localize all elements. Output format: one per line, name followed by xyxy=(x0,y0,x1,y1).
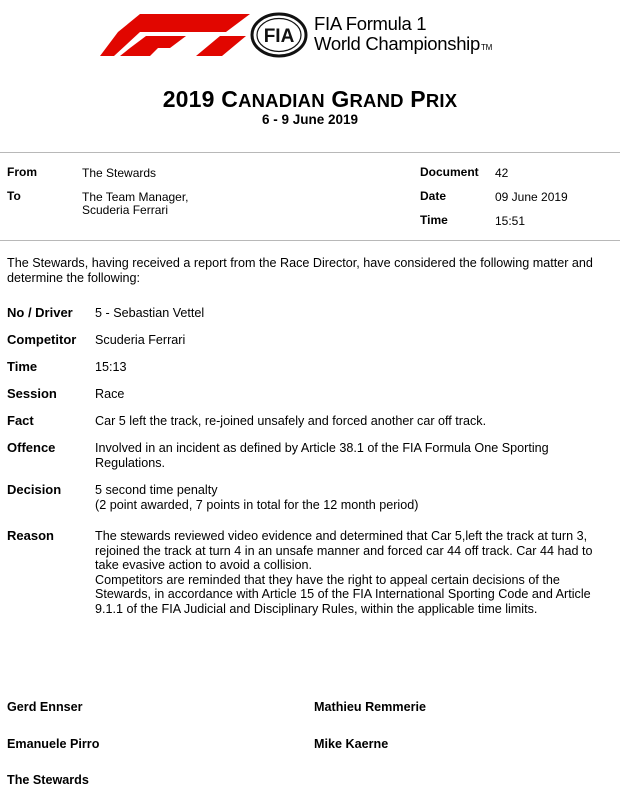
document-label: Document xyxy=(420,165,479,179)
trademark: TM xyxy=(480,43,492,52)
competitor-value: Scuderia Ferrari xyxy=(95,333,186,347)
steward-signature-1: Gerd Ennser xyxy=(7,700,83,714)
divider-top xyxy=(0,152,620,153)
stewards-footer: The Stewards xyxy=(7,773,89,787)
steward-signature-2: Mathieu Remmerie xyxy=(314,700,426,714)
to-value-line-2: Scuderia Ferrari xyxy=(82,203,169,217)
intro-paragraph: The Stewards, having received a report from the Race Director, have considered the following matter and determine the following: xyxy=(7,256,593,285)
time-value: 15:51 xyxy=(495,214,526,228)
reason-value xyxy=(95,529,610,616)
session-label: Session xyxy=(7,386,57,401)
event-dates: 6 - 9 June 2019 xyxy=(261,112,359,127)
document-header xyxy=(0,0,620,72)
decision-value xyxy=(95,483,610,512)
f1-logo xyxy=(100,14,250,56)
to-value-line-1: The Team Manager, xyxy=(82,190,189,204)
steward-signature-4: Mike Kaerne xyxy=(314,737,389,751)
competitor-label: Competitor xyxy=(7,332,77,347)
reason-paragraph-1: The stewards reviewed video evidence and determined that Car 5,left the track at turn 3, rejoined the track at turn 4 in an unsafe manner and forced car 44 off track. Car 44 had to take evasive action to avoid a collision. xyxy=(95,529,593,572)
championship-line-2: World ChampionshipTM xyxy=(314,33,492,54)
time-label: Time xyxy=(420,213,448,227)
svg-text:FIA: FIA xyxy=(263,26,295,47)
time-row-label: Time xyxy=(7,359,38,374)
decision-value-line-1: 5 second time penalty xyxy=(95,483,218,497)
fia-seal-icon xyxy=(250,12,308,58)
to-label: To xyxy=(7,189,21,203)
no-driver-value: 5 - Sebastian Vettel xyxy=(95,306,205,320)
championship-line-1: FIA Formula 1 xyxy=(314,13,427,34)
event-year: 2019 xyxy=(162,86,215,112)
divider-bottom xyxy=(0,240,620,241)
fact-label: Fact xyxy=(7,413,34,428)
reason-label: Reason xyxy=(7,528,54,543)
from-value: The Stewards xyxy=(82,166,157,180)
steward-signature-3: Emanuele Pirro xyxy=(7,737,100,751)
document-value: 42 xyxy=(495,166,509,180)
time-row-value: 15:13 xyxy=(95,360,127,374)
date-label: Date xyxy=(420,189,447,203)
championship-name xyxy=(314,14,492,58)
from-label: From xyxy=(7,165,37,179)
decision-value-line-2: (2 point awarded, 7 points in total for the 12 month period) xyxy=(95,497,419,512)
session-value: Race xyxy=(95,387,125,401)
reason-paragraph-2: Competitors are reminded that they have the right to appeal certain decisions of the Stewards, in accordance with Article 15 of the FIA International Sporting Code and Article 9.1.1 of the FIA Judicial and Disciplinary Rules, within the applicable time limits. xyxy=(95,572,591,616)
date-value: 09 June 2019 xyxy=(495,190,568,204)
fact-value: Car 5 left the track, re-joined unsafely and forced another car off track. xyxy=(95,414,487,428)
decision-label: Decision xyxy=(7,482,62,497)
offence-label: Offence xyxy=(7,440,56,455)
event-title: 2019 CANADIAN GRAND PRIX xyxy=(162,86,458,112)
no-driver-label: No / Driver xyxy=(7,305,73,320)
offence-value: Involved in an incident as defined by Article 38.1 of the FIA Formula One Sporting Regulations. xyxy=(95,441,549,470)
